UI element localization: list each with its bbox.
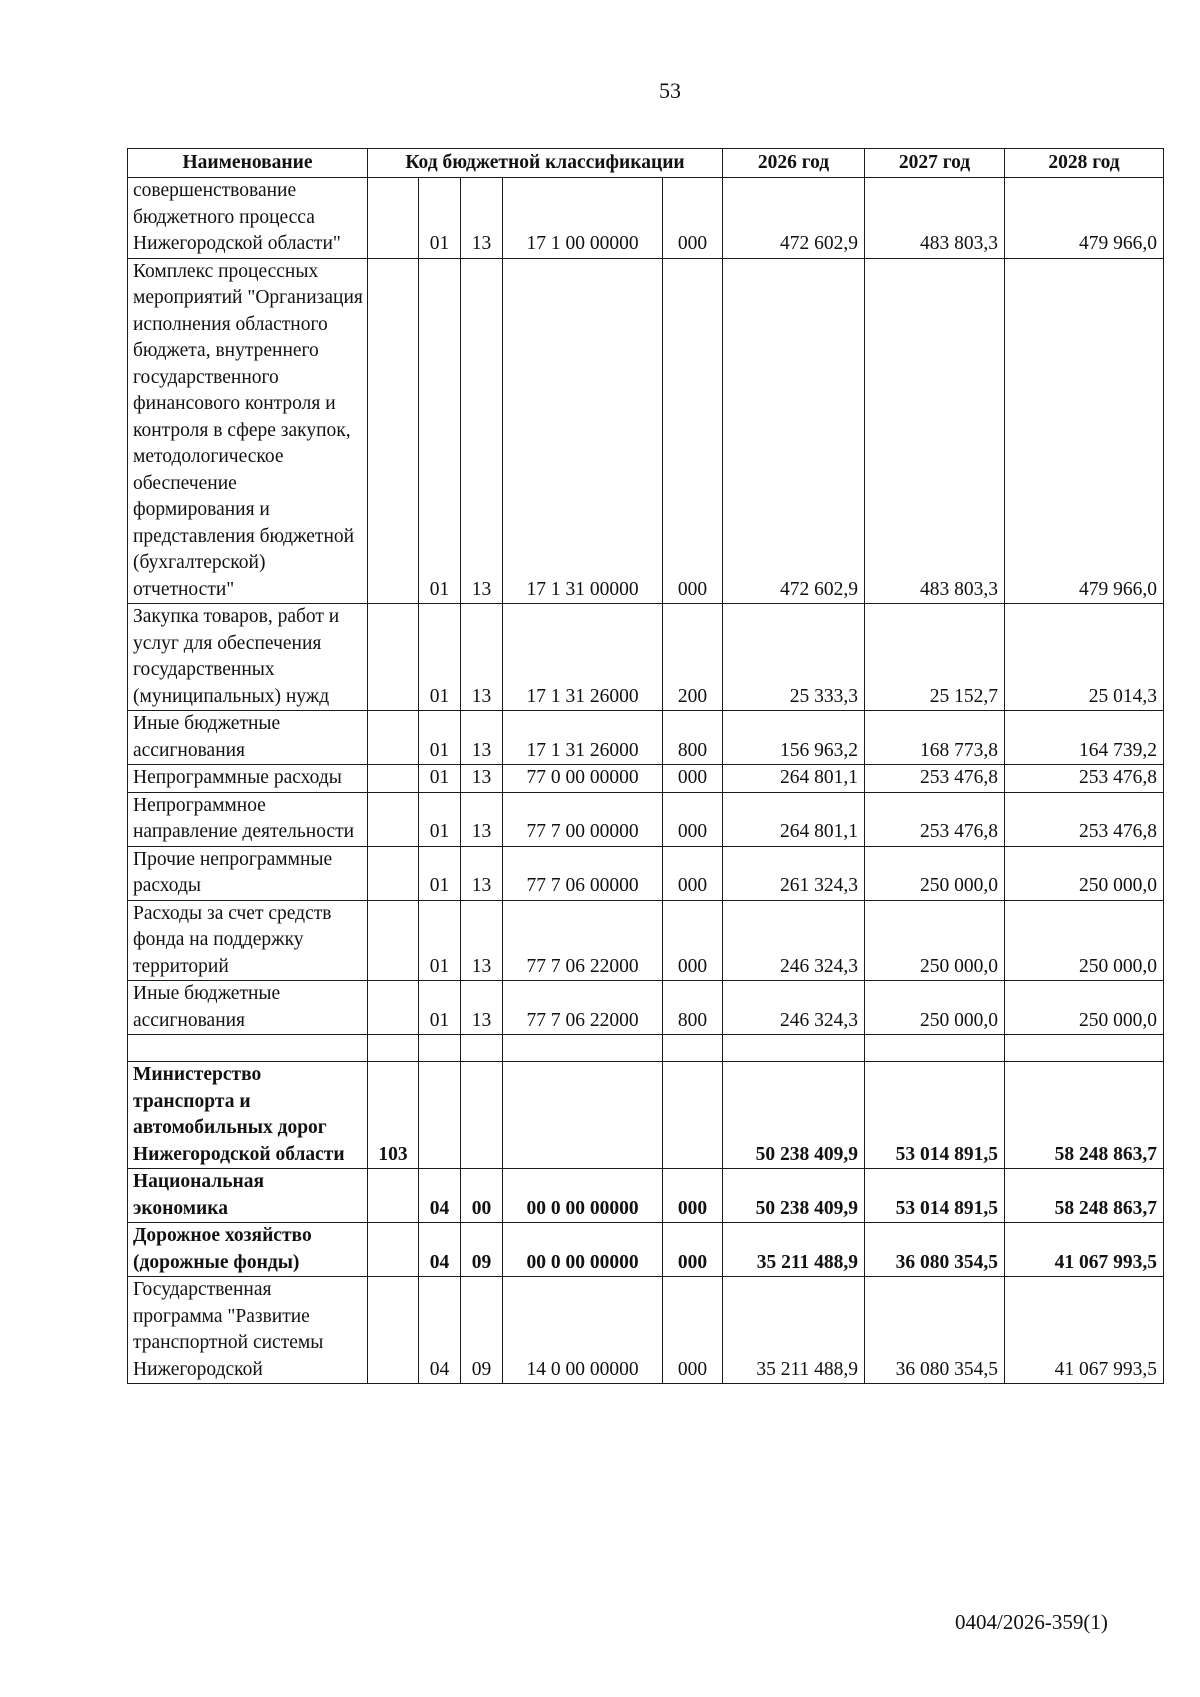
row-code-subsection: 13 (461, 711, 503, 765)
table-row (128, 178, 1164, 259)
row-code-section: 01 (419, 846, 461, 900)
row-code-subsection: 09 (461, 1223, 503, 1277)
row-value-2026: 35 211 488,9 (723, 1277, 865, 1384)
row-code-subsection: 09 (461, 1277, 503, 1384)
row-value-2026 (723, 1035, 865, 1062)
row-value-2026: 246 324,3 (723, 981, 865, 1035)
row-code-ministry (368, 1277, 419, 1384)
row-value-2026: 35 211 488,9 (723, 1223, 865, 1277)
row-value-2027: 483 803,3 (865, 258, 1005, 604)
row-name: Комплекс процессных мероприятий "Организация исполнения областного бюджета, внутреннего государственного финансового контроля и контроля в сфере закупок, методологическое обеспечение формирования и представления бюджетной (бухгалтерской) отчетности" (128, 258, 368, 604)
row-value-2026: 472 602,9 (723, 178, 865, 259)
row-code-section: 01 (419, 765, 461, 793)
row-name: Министерство транспорта и автомобильных дорог Нижегородской области (128, 1062, 368, 1169)
row-code-section: 04 (419, 1277, 461, 1384)
table-header (128, 149, 1164, 178)
budget-table (127, 148, 1164, 1384)
row-code-subsection: 00 (461, 1169, 503, 1223)
row-value-2028: 41 067 993,5 (1005, 1277, 1164, 1384)
row-value-2028 (1005, 1035, 1164, 1062)
table-row (128, 981, 1164, 1035)
row-code-ministry (368, 604, 419, 711)
row-code-target: 77 0 00 00000 (503, 765, 663, 793)
row-value-2027 (865, 1035, 1005, 1062)
row-value-2026: 50 238 409,9 (723, 1169, 865, 1223)
row-name: Прочие непрограммные расходы (128, 846, 368, 900)
table-row (128, 258, 1164, 604)
row-name: Непрограммное направление деятельности (128, 792, 368, 846)
row-name: Закупка товаров, работ и услуг для обеспечения государственных (муниципальных) нужд (128, 604, 368, 711)
row-value-2028: 479 966,0 (1005, 258, 1164, 604)
row-code-target (503, 1035, 663, 1062)
row-value-2027: 483 803,3 (865, 178, 1005, 259)
row-code-section: 04 (419, 1169, 461, 1223)
row-name: Национальная экономика (128, 1169, 368, 1223)
row-value-2027: 53 014 891,5 (865, 1169, 1005, 1223)
row-name: Расходы за счет средств фонда на поддержку территорий (128, 900, 368, 981)
row-value-2026: 472 602,9 (723, 258, 865, 604)
row-code-section: 01 (419, 981, 461, 1035)
row-value-2028: 164 739,2 (1005, 711, 1164, 765)
row-name: совершенствование бюджетного процесса Нижегородской области" (128, 178, 368, 259)
row-name: Иные бюджетные ассигнования (128, 981, 368, 1035)
row-code-section: 04 (419, 1223, 461, 1277)
row-name: Дорожное хозяйство (дорожные фонды) (128, 1223, 368, 1277)
row-code-ministry (368, 846, 419, 900)
table-row (128, 604, 1164, 711)
row-code-section: 01 (419, 178, 461, 259)
row-value-2028: 41 067 993,5 (1005, 1223, 1164, 1277)
row-code-subsection: 13 (461, 765, 503, 793)
row-code-target: 17 1 31 00000 (503, 258, 663, 604)
row-value-2028: 58 248 863,7 (1005, 1169, 1164, 1223)
row-code-section (419, 1062, 461, 1169)
table-row (128, 1062, 1164, 1169)
table-row (128, 846, 1164, 900)
row-code-expense-type: 000 (663, 1169, 723, 1223)
row-code-section: 01 (419, 711, 461, 765)
row-value-2027: 253 476,8 (865, 765, 1005, 793)
row-code-target: 77 7 00 00000 (503, 792, 663, 846)
row-value-2027: 253 476,8 (865, 792, 1005, 846)
row-value-2026: 264 801,1 (723, 765, 865, 793)
row-value-2026: 264 801,1 (723, 792, 865, 846)
row-code-ministry (368, 765, 419, 793)
row-code-ministry (368, 1035, 419, 1062)
page-number: 53 (659, 78, 681, 103)
table-row (128, 765, 1164, 793)
row-code-section: 01 (419, 900, 461, 981)
row-code-expense-type (663, 1062, 723, 1169)
row-code-ministry (368, 900, 419, 981)
row-code-expense-type: 000 (663, 765, 723, 793)
row-name (128, 1035, 368, 1062)
row-code-target: 17 1 00 00000 (503, 178, 663, 259)
header-2026: 2026 год (723, 149, 865, 178)
row-value-2027: 25 152,7 (865, 604, 1005, 711)
row-code-ministry (368, 792, 419, 846)
row-value-2027: 36 080 354,5 (865, 1223, 1005, 1277)
row-code-subsection: 13 (461, 846, 503, 900)
header-name: Наименование (128, 149, 368, 178)
table-row (128, 900, 1164, 981)
row-code-ministry (368, 1169, 419, 1223)
header-code: Код бюджетной классификации (368, 149, 723, 178)
row-name: Иные бюджетные ассигнования (128, 711, 368, 765)
table-row (128, 792, 1164, 846)
table-row (128, 1223, 1164, 1277)
row-value-2026: 156 963,2 (723, 711, 865, 765)
row-code-subsection: 13 (461, 981, 503, 1035)
row-code-ministry: 103 (368, 1062, 419, 1169)
row-value-2028: 479 966,0 (1005, 178, 1164, 259)
row-code-expense-type: 800 (663, 711, 723, 765)
row-code-target (503, 1062, 663, 1169)
row-value-2026: 261 324,3 (723, 846, 865, 900)
row-value-2028: 253 476,8 (1005, 792, 1164, 846)
row-code-target: 17 1 31 26000 (503, 604, 663, 711)
row-code-section (419, 1035, 461, 1062)
row-code-section: 01 (419, 792, 461, 846)
row-value-2028: 253 476,8 (1005, 765, 1164, 793)
row-value-2027: 36 080 354,5 (865, 1277, 1005, 1384)
row-code-ministry (368, 258, 419, 604)
row-code-expense-type: 800 (663, 981, 723, 1035)
row-value-2026: 246 324,3 (723, 900, 865, 981)
row-code-subsection: 13 (461, 604, 503, 711)
header-2027: 2027 год (865, 149, 1005, 178)
document-code: 0404/2026-359(1) (955, 1610, 1108, 1634)
row-code-subsection (461, 1062, 503, 1169)
row-name: Непрограммные расходы (128, 765, 368, 793)
row-value-2027: 53 014 891,5 (865, 1062, 1005, 1169)
row-code-ministry (368, 178, 419, 259)
row-value-2027: 250 000,0 (865, 981, 1005, 1035)
row-code-expense-type: 000 (663, 846, 723, 900)
row-code-expense-type: 000 (663, 1277, 723, 1384)
row-code-ministry (368, 711, 419, 765)
row-value-2026: 50 238 409,9 (723, 1062, 865, 1169)
row-value-2028: 250 000,0 (1005, 981, 1164, 1035)
row-code-target: 77 7 06 22000 (503, 900, 663, 981)
row-value-2028: 58 248 863,7 (1005, 1062, 1164, 1169)
table-row-empty (128, 1035, 1164, 1062)
row-value-2028: 25 014,3 (1005, 604, 1164, 711)
row-code-subsection: 13 (461, 900, 503, 981)
row-value-2028: 250 000,0 (1005, 846, 1164, 900)
row-value-2027: 250 000,0 (865, 900, 1005, 981)
row-code-expense-type: 000 (663, 792, 723, 846)
row-code-target: 77 7 06 22000 (503, 981, 663, 1035)
row-code-subsection (461, 1035, 503, 1062)
row-code-subsection: 13 (461, 178, 503, 259)
row-code-ministry (368, 1223, 419, 1277)
row-code-expense-type: 000 (663, 1223, 723, 1277)
row-code-subsection: 13 (461, 258, 503, 604)
row-code-ministry (368, 981, 419, 1035)
row-name: Государственная программа "Развитие транспортной системы Нижегородской (128, 1277, 368, 1384)
row-value-2028: 250 000,0 (1005, 900, 1164, 981)
table-row (128, 711, 1164, 765)
table-row (128, 1277, 1164, 1384)
row-code-expense-type: 000 (663, 900, 723, 981)
row-code-section: 01 (419, 604, 461, 711)
row-code-expense-type: 000 (663, 178, 723, 259)
row-code-target: 77 7 06 00000 (503, 846, 663, 900)
row-code-section: 01 (419, 258, 461, 604)
row-code-target: 14 0 00 00000 (503, 1277, 663, 1384)
row-value-2026: 25 333,3 (723, 604, 865, 711)
row-code-target: 17 1 31 26000 (503, 711, 663, 765)
row-value-2027: 250 000,0 (865, 846, 1005, 900)
row-code-expense-type: 200 (663, 604, 723, 711)
row-code-expense-type (663, 1035, 723, 1062)
row-code-target: 00 0 00 00000 (503, 1223, 663, 1277)
table-row (128, 1169, 1164, 1223)
row-code-expense-type: 000 (663, 258, 723, 604)
row-code-subsection: 13 (461, 792, 503, 846)
header-2028: 2028 год (1005, 149, 1164, 178)
row-value-2027: 168 773,8 (865, 711, 1005, 765)
row-code-target: 00 0 00 00000 (503, 1169, 663, 1223)
